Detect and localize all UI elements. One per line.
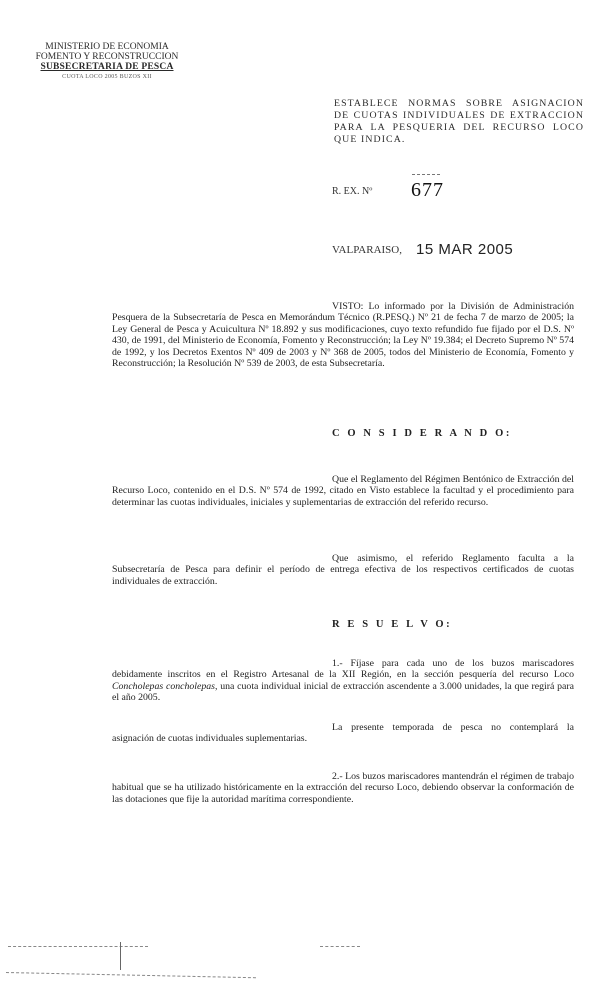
visto-paragraph <box>112 301 574 369</box>
scan-dash-line-2 <box>320 946 360 947</box>
document-place: VALPARAISO, <box>332 244 402 256</box>
resuelvo-item-1b <box>112 722 574 745</box>
resuelvo-item-1 <box>112 658 574 704</box>
document-subject: ESTABLECE NORMAS SOBRE ASIGNACION DE CUOTAS INDIVIDUALES DE EXTRACCION PARA LA PESQUERIA DEL RECURSO LOCO QUE INDICA. <box>334 98 584 145</box>
resolution-number-dash <box>412 174 440 176</box>
letterhead <box>22 42 192 82</box>
considerando-text-1: Que el Reglamento del Régimen Bentónico de Extracción del Recurso Loco, contenido en el D.S. Nº 574 de 1992, citado en Visto establece la facultad y el procedimiento para determinar las cuotas individuales, iniciales y suplementarias de extracción del referido recurso. <box>112 474 574 508</box>
resuelvo-item-2 <box>112 771 574 805</box>
species-name: Concholepas concholepas <box>112 680 215 692</box>
considerando-paragraph-2 <box>112 553 574 587</box>
visto-text: Lo informado por la División de Administración Pesquera de la Subsecretaría de Pesca en Memorándum Técnico (R.PESQ.) Nº 21 de fecha 7 de marzo de 2005; la Ley General de Pesca y Acuicultura Nº 18.892 y sus modificaciones, cuyo texto refundido fue fijado por el D.S. Nº 430, de 1991, del Ministerio de Economía, Fomento y Reconstrucción; la Ley Nº 19.384; el Decreto Supremo Nº 574 de 1992, y los Decretos Exentos Nº 409 de 2003 y Nº 368 de 2005, todos del Ministerio de Economía, Fomento y Reconstrucción; la Resolución Nº 539 de 2003, de esta Subsecretaría. <box>112 301 575 370</box>
resuelvo-item-2-text: 2.- Los buzos mariscadores mantendrán el régimen de trabajo habitual que se ha utilizado históricamente en la extracción del recurso Loco, debiendo observar la conformación de las dotaciones que fije la autoridad marítima correspondiente. <box>112 771 574 805</box>
letterhead-ministry: MINISTERIO DE ECONOMIA <box>45 42 169 52</box>
scan-dash-line-1 <box>8 946 148 947</box>
resolution-number: 677 <box>411 179 444 201</box>
letterhead-ministry-sub: FOMENTO Y RECONSTRUCCION <box>35 52 179 62</box>
resuelvo-item-1b-text: La presente temporada de pesca no contemplará la asignación de cuotas individuales suplementarias. <box>112 722 574 745</box>
scan-vertical-mark <box>120 942 121 970</box>
letterhead-reference: CUOTA LOCO 2005 BUZOS XII <box>62 74 152 80</box>
scan-dash-line-3 <box>6 972 256 978</box>
considerando-text-2: Que asimismo, el referido Reglamento faculta a la Subsecretaría de Pesca para definir el período de entrega efectiva de los respectivos certificados de cuotas individuales de extracción. <box>112 553 574 587</box>
visto-lead: VISTO: <box>332 301 364 312</box>
letterhead-subsecretaria: SUBSECRETARIA DE PESCA <box>40 62 174 72</box>
considerando-paragraph-1 <box>112 474 574 508</box>
resuelvo-item-1-pre: 1.- Fíjase para cada uno de los buzos mariscadores debidamente inscritos en el Registro Artesanal de la XII Región, en la sección pesquería del recurso Loco <box>112 658 574 681</box>
resuelvo-item-1-post: , una cuota individual inicial de extracción ascendente a 3.000 unidades, la que regirá para el año 2005. <box>112 680 575 704</box>
considerando-heading: C O N S I D E R A N D O: <box>332 428 512 439</box>
resuelvo-heading: R E S U E L V O: <box>332 619 453 630</box>
date-stamp: 15 MAR 2005 <box>416 241 514 258</box>
resolution-label: R. EX. Nº <box>332 186 373 197</box>
